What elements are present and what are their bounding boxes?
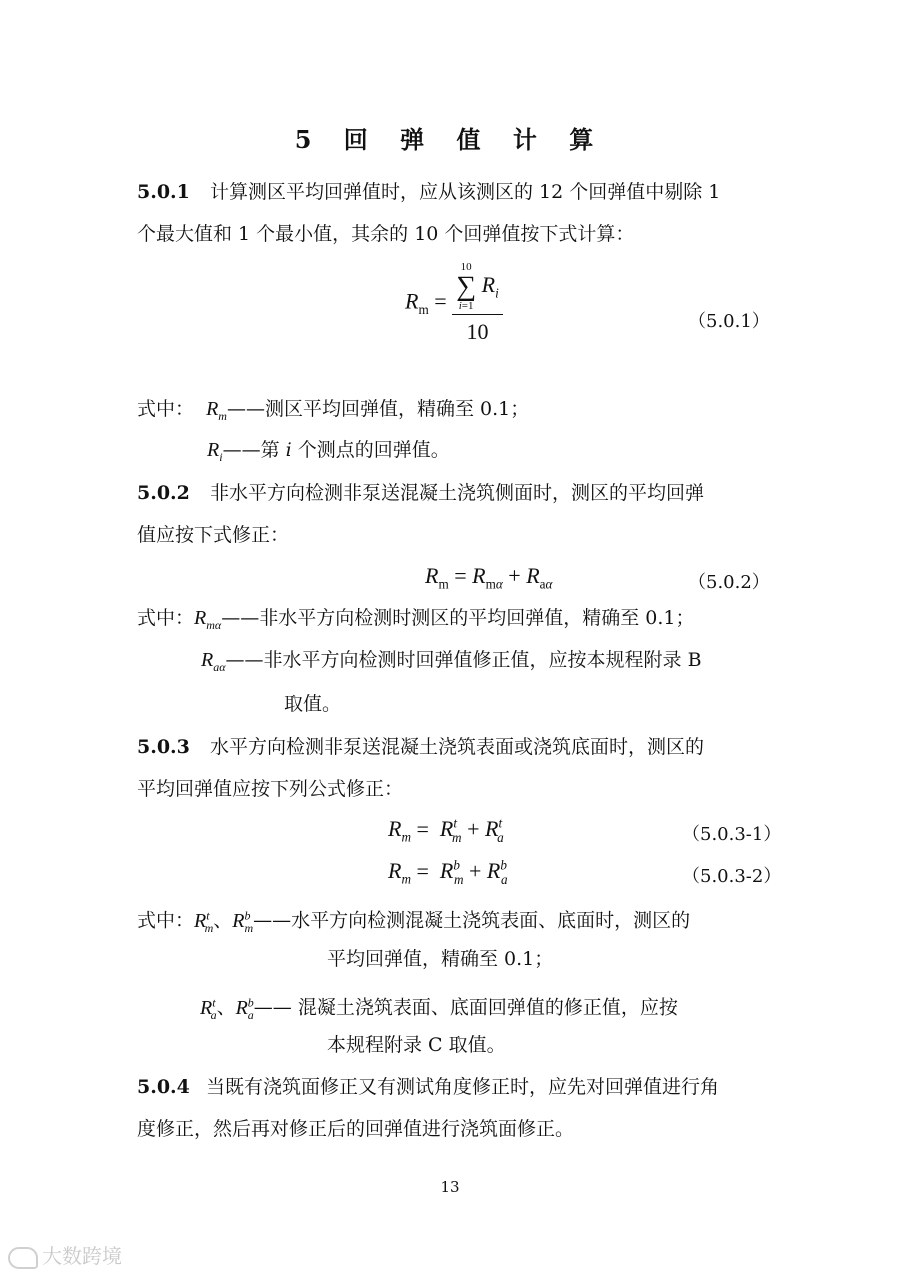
equation-number: （5.0.2）: [688, 572, 770, 593]
equation-number: （5.0.1）: [688, 311, 770, 332]
clause-5-0-1-line2: 个最大值和 1 个最小值，其余的 10 个回弹值按下式计算：: [137, 223, 635, 245]
equation-5-0-3-1: $R_m = R^t_m + R^t_a$: [388, 816, 504, 845]
definition-text: 个测点的回弹值。: [291, 439, 450, 461]
equation-number: （5.0.3-2）: [682, 866, 782, 887]
clause-5-0-4-line2: 度修正，然后再对修正后的回弹值进行浇筑面修正。: [137, 1118, 575, 1140]
clause-text: 计算测区平均回弹值时，应从该测区的 12 个回弹值中剔除 1: [209, 181, 721, 203]
clause-5-0-4-line1: [137, 1075, 719, 1100]
where-label: 式中：: [137, 398, 195, 420]
watermark-text: 大数跨境: [42, 1244, 122, 1268]
definition-rmt-cont: 平均回弹值，精确至 0.1；: [327, 948, 554, 970]
clause-5-0-3-line1: [137, 735, 704, 760]
clause-number: 5.0.3: [137, 736, 190, 758]
definition-rmt-rmb: 式中：$R^t_m$、$R^b_m——$水平方向检测混凝土浇筑表面、底面时，测区的: [137, 908, 691, 935]
definition-text: ——非水平方向检测时测区的平均回弹值，精确至 0.1；: [221, 607, 695, 629]
definition-rm: 式中： $R_m——$测区平均回弹值，精确至 0.1；: [137, 398, 530, 423]
definition-text: ——第: [222, 439, 286, 461]
page-number: 13: [440, 1178, 460, 1196]
where-label: 式中：: [137, 909, 195, 932]
definition-rat-cont: 本规程附录 C 取值。: [327, 1034, 506, 1056]
clause-number: 5.0.1: [137, 181, 190, 203]
clause-5-0-2-line2: 值应按下式修正：: [137, 524, 290, 546]
equation-5-0-1: $R_m$ = 10 ∑ i=1 $R_i$ 10: [405, 262, 503, 345]
watermark-logo-icon: [8, 1247, 38, 1269]
definition-ri: $R_i——$第 i 个测点的回弹值。: [207, 439, 450, 464]
clause-5-0-1-line1: [137, 180, 720, 205]
clause-text: 当既有浇筑面修正又有测试角度修正时，应先对回弹值进行角: [205, 1076, 719, 1098]
definition-rma: 式中：$R_{m\alpha}——$非水平方向检测时测区的平均回弹值，精确至 0.1；: [137, 607, 695, 632]
definition-raa: $R_{a\alpha}——$非水平方向检测时回弹值修正值，应按本规程附录 B: [201, 649, 702, 674]
clause-number: 5.0.2: [137, 482, 190, 504]
definition-text: ——非水平方向检测时回弹值修正值，应按本规程附录 B: [225, 649, 702, 671]
definition-text: ——水平方向检测混凝土浇筑表面、底面时，测区的: [253, 909, 691, 932]
clause-text: 非水平方向检测非泵送混凝土浇筑侧面时，测区的平均回弹: [209, 482, 704, 504]
equation-5-0-3-2: $R_m = R^b_m + R^b_a$: [388, 858, 508, 887]
definition-rat-rab: $R^t_a$、$R^b_a——$ 混凝土浇筑表面、底面回弹值的修正值，应按: [200, 995, 678, 1022]
clause-number: 5.0.4: [137, 1076, 190, 1098]
clause-5-0-2-line1: [137, 481, 704, 506]
watermark: [8, 1240, 122, 1269]
definition-text: ——测区平均回弹值，精确至 0.1；: [226, 398, 530, 420]
definition-raa-cont: 取值。: [284, 693, 342, 715]
definition-text: —— 混凝土浇筑表面、底面回弹值的修正值，应按: [253, 996, 678, 1019]
equation-number: （5.0.3-1）: [682, 824, 782, 845]
clause-5-0-3-line2: 平均回弹值应按下列公式修正：: [137, 778, 404, 800]
equation-5-0-2: $R_m = R_{m\alpha} + R_{a\alpha}$: [425, 563, 553, 592]
section-title: 5 回 弹 值 计 算: [294, 125, 606, 154]
where-label: 式中：: [137, 607, 195, 629]
clause-text: 水平方向检测非泵送混凝土浇筑表面或浇筑底面时，测区的: [209, 736, 704, 758]
